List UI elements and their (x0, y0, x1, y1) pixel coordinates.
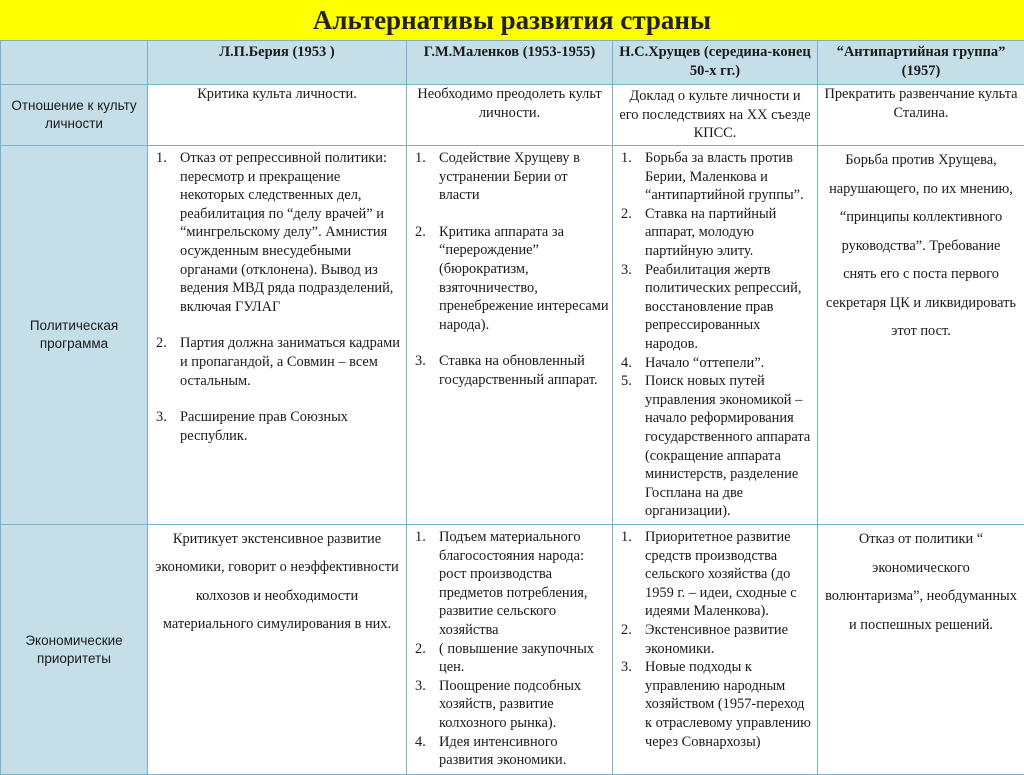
row-label-political: Политическая программа (1, 146, 148, 525)
list-item: 1. Подъем материального благосостояния народа: рост производства предметов потребления, развитие сельского хозяйства (415, 528, 610, 640)
economic-row (1, 525, 1024, 775)
list-item: 2. Партия должна заниматься кадрами и пропагандой, а Совмин – всем остальным. (156, 334, 404, 390)
political-row (1, 146, 1024, 525)
economic-beria-cell: Критикует экстенсивное развитие экономики, говорит о неэффективности колхозов и необходимости материального симулирования в них. (148, 525, 407, 775)
economic-antiparty-group-cell: Отказ от политики “ экономического волюнтаризма”, необдуманных и поспешных решений. (818, 525, 1024, 775)
cult-row (1, 85, 1024, 146)
list-item: 3. Расширение прав Союзных республик. (156, 408, 404, 445)
list-item: 2. Ставка на партийный аппарат, молодую партийную элиту. (621, 205, 815, 261)
column-header-khrushchev: Н.С.Хрущев (середина-конец 50-х гг.) (613, 41, 818, 85)
political-beria-cell (148, 146, 407, 525)
cult-malenkov-cell: Необходимо преодолеть культ личности. (407, 85, 613, 146)
cult-beria-cell: Критика культа личности. (148, 85, 407, 146)
political-malenkov-cell (407, 146, 613, 525)
header-corner-cell (1, 41, 148, 85)
list-item: 2. Экстенсивное развитие экономики. (621, 621, 815, 658)
list-item: 1. Приоритетное развитие средств производства сельского хозяйства (до 1959 г. – идеи, сходные с идеями Маленкова). (621, 528, 815, 621)
cult-antiparty-group-cell: Прекратить развенчание культа Сталина. (818, 85, 1024, 146)
slide-title: Альтернативы развития страны (0, 0, 1024, 40)
economic-malenkov-cell (407, 525, 613, 775)
political-khrushchev-cell (613, 146, 818, 525)
column-header-malenkov: Г.М.Маленков (1953-1955) (407, 41, 613, 85)
list-item: 3. Ставка на обновленный государственный аппарат. (415, 352, 610, 389)
list-item: 4. Идея интенсивного развития экономики. (415, 733, 610, 770)
list-item: 1. Содействие Хрущеву в устранении Берии от власти (415, 149, 610, 205)
economic-khrushchev-cell (613, 525, 818, 775)
list-item: 3. Поощрение подсобных хозяйств, развитие колхозного рынка). (415, 677, 610, 733)
column-header-antiparty-group: “Антипартийная группа” (1957) (818, 41, 1024, 85)
row-label-cult: Отношение к культу личности (1, 85, 148, 146)
list-item: 2. Критика аппарата за “перерождение” (бюрократизм, взяточничество, пренебрежение интересами народа). (415, 223, 610, 335)
alternatives-table (0, 40, 1024, 775)
list-item: 1. Борьба за власть против Берии, Маленкова и “антипартийной группы”. (621, 149, 815, 205)
list-item: 3. Реабилитация жертв политических репрессий, восстановление прав репрессированных народов. (621, 261, 815, 354)
cult-khrushchev-cell: Доклад о культе личности и его последствиях на XX съезде КПСС. (613, 85, 818, 146)
row-label-economic: Экономические приоритеты (1, 525, 148, 775)
column-header-beria: Л.П.Берия (1953 ) (148, 41, 407, 85)
list-item: 5. Поиск новых путей управления экономикой – начало реформирования государственного аппарата (сокращение аппарата министерств, разделение Госплана на две организации). (621, 372, 815, 521)
political-antiparty-group-cell: Борьба против Хрущева, нарушающего, по их мнению, “принципы коллективного руководства”. Требование снять его с поста первого секретаря ЦК и ликвидировать этот пост. (818, 146, 1024, 525)
list-item: 2. ( повышение закупочных цен. (415, 640, 610, 677)
list-item: 4. Начало “оттепели”. (621, 354, 815, 373)
list-item: 3. Новые подходы к управлению народным хозяйством (1957-переход к отраслевому управлению через Совнархозы) (621, 658, 815, 751)
header-row (1, 41, 1024, 85)
list-item: 1. Отказ от репрессивной политики: пересмотр и прекращение некоторых следственных дел, реабилитация по “делу врачей” и “мингрельскому делу”. Амнистия осужденным внесудебными органами (отклонена). Вывод из ведения МВД ряда подразделений, включая ГУЛАГ (156, 149, 404, 316)
